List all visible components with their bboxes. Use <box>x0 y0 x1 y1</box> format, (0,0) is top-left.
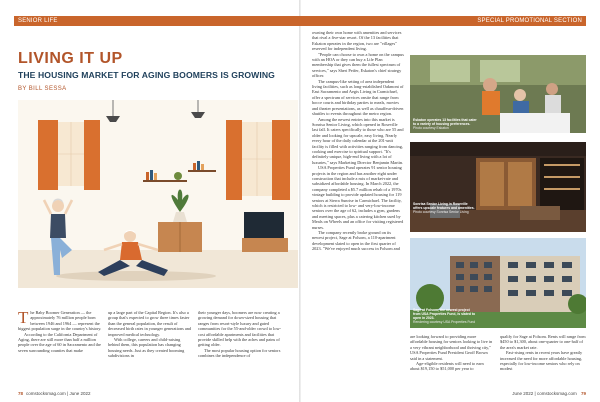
section-label: SENIOR LIFE <box>18 18 58 24</box>
drop-cap: T <box>18 308 29 327</box>
byline: BY BILL SESSA <box>18 86 67 92</box>
photo-credit: Photo courtesy Eskaton <box>413 126 449 130</box>
body-column-2 <box>108 310 192 359</box>
body-column-4 <box>312 30 404 252</box>
paragraph: The company recently broke ground on its newest project, Sage at Folsom, a 110-apartment development slated to open in the first quarter of 2023. "We've enjoyed much success in Folsom and <box>312 230 400 252</box>
photo-sage-rendering <box>410 238 586 328</box>
page-number: 78 <box>18 391 24 396</box>
paragraph: Age-eligible residents will need to earn about $19,150 to $51,000 per year to <box>410 361 484 372</box>
photo-eskaton-activity <box>410 55 586 133</box>
photo-caption: Sonrisa Senior Living in Roseville offers upscale features and amenities. Photo courtesy Sonrisa Senior Living <box>413 202 477 214</box>
paragraph: up a large part of the Capital Region. It's also a group that's expected to grow three times faster than the general population, the result of decreased birth rates in younger generations and improved medical technology. <box>108 310 192 337</box>
body-column-3 <box>198 310 286 359</box>
paragraph: The most popular housing option for seniors combines the independence of <box>198 347 281 359</box>
right-folio: June 2022 | comstocksmag.com 79 <box>512 391 586 396</box>
site-name: comstocksmag.com <box>536 391 577 396</box>
photo-sonrisa-interior <box>410 142 586 232</box>
body-column-1 <box>18 310 102 353</box>
promo-label: SPECIAL PROMOTIONAL SECTION <box>477 18 582 24</box>
photo-caption: Eskaton operates 13 facilities that cater to a variety of housing preferences. Photo courtesy Eskaton <box>413 118 477 130</box>
body-column-5 <box>410 334 494 372</box>
issue-date: June 2022 <box>512 391 534 396</box>
site-name: comstocksmag.com <box>26 391 66 396</box>
paragraph: Among the newest entries into this market is Sonrisa Senior Living, which opened in Roseville last fall. It caters specifically to those who are 55 and older and looking for upscale, easy living. Nearly every hour of the daily calendar at the 201-unit facility is filled with activities ranging from dancing, cooking and exercise to spiritual support. "It's definitely unique, high-end living with a lot of luxuries," says Marketing Director Benjamin Martin. <box>312 116 404 165</box>
paragraph: Fast-rising rents in recent years have greatly increased the need for more affordable housing, especially for low-income seniors who rely on modest <box>500 350 583 372</box>
paragraph: he Baby Boomer Generation — the approximately 76 million people born between 1946 and 1964 — represent the biggest population surge in the country's history. <box>18 310 102 332</box>
page-number: 79 <box>580 391 586 396</box>
paragraph: According to the California Department of Aging, there are still more than half a million people over the age of 60 in Sacramento and the seven surrounding counties that make <box>18 331 101 353</box>
paragraph: qualify for Sage at Folsom. Rents will range from $450 to $1,300, about one-quarter to one-half of the area's market rate. <box>500 334 586 350</box>
paragraph: "People can choose to own a home on the campus with an HOA or they can buy a Life Plan membership that gives them the fullest spectrum of services," says Sheri Peifer, Eskaton's chief strategy officer. <box>312 51 404 79</box>
photo-caption: Sage at Folsom, the newest project from USA Properties Fund, is slated to open in 2023. Rendering courtesy USA Properties Fund <box>413 308 476 324</box>
paragraph: USA Properties Fund operates 91 senior housing projects in the region and has another eight under construction that include a mix of market-rate and subsidized affordable housing. In March 2022, the company completed a $5.7 million rehab of a 1970s vintage building to provide updated housing for 119 seniors at Sierra Sunrise in Carmichael. The facility, which is restricted to low- and very-low-income seniors over the age of 62, includes a gym, gardens and meeting spaces, plus a catering kitchen used by Meals on Wheels and an office for visiting registered nurses. <box>312 165 404 230</box>
article-title: LIVING IT UP <box>18 50 123 67</box>
photo-credit: Photo courtesy Sonrisa Senior Living <box>413 210 469 214</box>
body-column-6 <box>500 334 586 372</box>
paragraph: are looking forward to providing more affordable housing for seniors looking to live in a very vibrant neighborhood and thriving city," USA Properties Fund President Geoff Brown said in a statement. <box>410 334 493 361</box>
promo-band <box>300 16 586 26</box>
yoga-illustration <box>18 100 298 288</box>
article-subtitle: THE HOUSING MARKET FOR AGING BOOMERS IS GROWING <box>18 70 275 80</box>
paragraph: With college, careers and child-raising behind them, this population has changing housing needs. Just as they created booming subdivisions in <box>108 337 185 359</box>
paragraph: their younger days, boomers are now creating a growing demand for down-sized housing that ranges from resort-style luxury and gated communities for the 55-and-older crowd to low-cost affordable apartments and facilities that provide skilled help with the aches and pains of getting older. <box>198 310 282 348</box>
paragraph: owning their own home with amenities and services that rival a five-star resort. Of the 13 facilities that Eskaton operates in the region, two are "villages" reserved for independent living. <box>312 30 402 52</box>
photo-credit: Rendering courtesy USA Properties Fund <box>413 320 476 324</box>
left-folio: 78 comstocksmag.com | June 2022 <box>18 391 91 396</box>
issue-date: June 2022 <box>69 391 91 396</box>
spine-gutter <box>299 0 301 402</box>
section-band <box>14 16 300 26</box>
paragraph: The campus-like setting of area independent living facilities, such as long-established Oakmont of East Sacramento and Aegis Living in Carmichael, offer a spectrum of services onsite that range from bocce courts and birthday parties to meals, movies and theater presentations, as well as chauffeur-driven shuttles to events throughout the metro region. <box>312 78 404 117</box>
